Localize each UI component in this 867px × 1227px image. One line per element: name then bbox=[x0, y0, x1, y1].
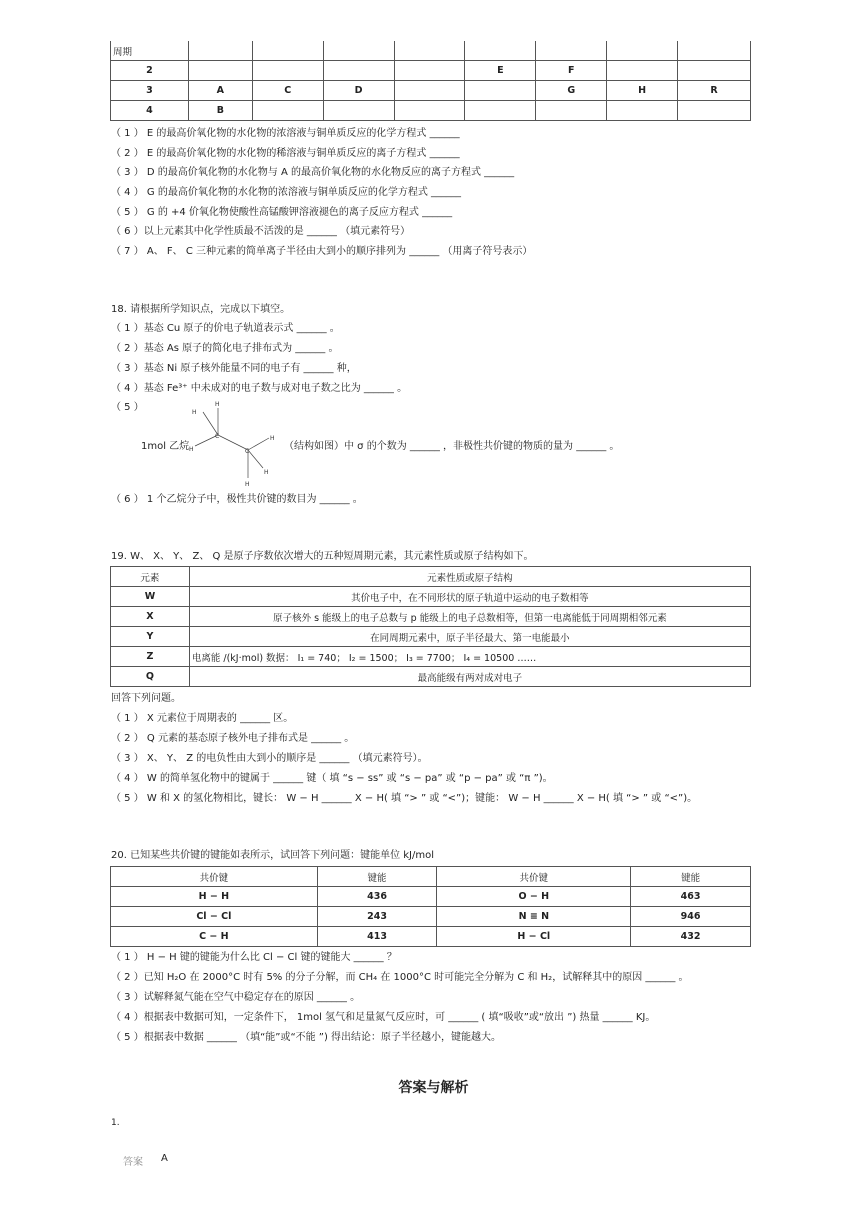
table-cell bbox=[607, 101, 678, 121]
table-row bbox=[111, 81, 751, 101]
carbon-atom-label: C bbox=[215, 433, 220, 440]
table-cell: Q bbox=[111, 667, 190, 687]
table-cell bbox=[252, 101, 323, 121]
table-cell bbox=[536, 101, 607, 121]
carbon-atom-label: C bbox=[245, 448, 250, 455]
q18-item-4: （ 4 ）基态 Fe³⁺ 中未成对的电子数与成对电子数之比为 ______ 。 bbox=[111, 383, 408, 394]
table-cell bbox=[607, 61, 678, 81]
table-row bbox=[111, 667, 751, 687]
q19-item-3: （ 3 ） X、 Y、 Z 的电负性由大到小的顺序是 ______ （填元素符号）。 bbox=[111, 753, 428, 764]
q19-item-4: （ 4 ） W 的简单氢化物中的键属于 ______ 键（ 填 “s − ss” 或 “s − pa” 或 “p − pa” 或 “π ”)。 bbox=[111, 773, 553, 784]
table-cell: O − H bbox=[437, 887, 631, 907]
table-row bbox=[111, 627, 751, 647]
answer-label: 答案 bbox=[123, 1157, 143, 1168]
table-header: 元素 bbox=[111, 567, 190, 587]
table-cell bbox=[323, 101, 394, 121]
table-row bbox=[111, 101, 751, 121]
answer-item-number: 1. bbox=[111, 1118, 120, 1128]
table-cell: 3 bbox=[111, 81, 189, 101]
table-cell: 电离能 /(kJ·mol) 数据： I₁ = 740； I₂ = 1500； I₃ = 7700； I₄ = 10500 …… bbox=[189, 647, 750, 667]
table-cell: C bbox=[252, 81, 323, 101]
table-row bbox=[111, 61, 751, 81]
table-header: 键能 bbox=[317, 867, 437, 887]
table-cell: B bbox=[188, 101, 252, 121]
q17-item-2: （ 2 ） E 的最高价氧化物的水化物的稀溶液与铜单质反应的离子方程式 ______ bbox=[111, 148, 460, 159]
table-cell: 436 bbox=[317, 887, 437, 907]
q18-item-5-right: （结构如图）中 σ 的个数为 ______ ，非极性共价键的物质的量为 ______ 。 bbox=[284, 441, 620, 452]
table-cell bbox=[465, 101, 536, 121]
q18-item-1: （ 1 ）基态 Cu 原子的价电子轨道表示式 ______ 。 bbox=[111, 323, 340, 334]
q20-item-4: （ 4 ）根据表中数据可知，一定条件下， 1mol 氢气和足量氮气反应时，可 ______ ( 填“吸收”或“放出 ”) 热量 ______ KJ。 bbox=[111, 1012, 656, 1023]
table-header: 共价键 bbox=[111, 867, 318, 887]
q20-item-2: （ 2 ）已知 H₂O 在 2000°C 时有 5% 的分子分解，而 CH₄ 在 1000°C 时可能完全分解为 C 和 H₂，试解释其中的原因 ______ 。 bbox=[111, 972, 689, 983]
period-header: 周期 bbox=[111, 41, 189, 61]
table-cell: A bbox=[188, 81, 252, 101]
table-header: 共价键 bbox=[437, 867, 631, 887]
table-cell: 最高能级有两对成对电子 bbox=[189, 667, 750, 687]
q18-item-5-left: 1mol 乙烷 bbox=[141, 441, 190, 452]
table-cell bbox=[394, 101, 465, 121]
table-row bbox=[111, 567, 751, 587]
hydrogen-atom-label: H bbox=[192, 409, 197, 416]
answers-heading: 答案与解析 bbox=[398, 1080, 469, 1096]
table-cell bbox=[678, 61, 751, 81]
q20-item-3: （ 3 ）试解释氮气能在空气中稳定存在的原因 ______ 。 bbox=[111, 992, 361, 1003]
table-cell: H − Cl bbox=[437, 927, 631, 947]
q18-item-3: （ 3 ）基态 Ni 原子核外能量不同的电子有 ______ 种， bbox=[111, 363, 357, 374]
table-cell: Y bbox=[111, 627, 190, 647]
q17-item-1: （ 1 ） E 的最高价氧化物的水化物的浓溶液与铜单质反应的化学方程式 ______ bbox=[111, 128, 460, 139]
table-row bbox=[111, 927, 751, 947]
table-cell bbox=[465, 81, 536, 101]
table-cell bbox=[394, 81, 465, 101]
table-cell bbox=[678, 101, 751, 121]
hydrogen-atom-label: H bbox=[245, 481, 250, 488]
table-cell: R bbox=[678, 81, 751, 101]
q19-item-2: （ 2 ） Q 元素的基态原子核外电子排布式是 ______ 。 bbox=[111, 733, 355, 744]
q20-item-5: （ 5 ）根据表中数据 ______ （填“能”或“不能 ”) 得出结论：原子半径越小，键能越大。 bbox=[111, 1032, 502, 1043]
table-cell: W bbox=[111, 587, 190, 607]
periodic-table bbox=[110, 41, 751, 121]
hydrogen-atom-label: H bbox=[189, 446, 194, 453]
table-row bbox=[111, 907, 751, 927]
q18-title: 18. 请根据所学知识点，完成以下填空。 bbox=[111, 304, 291, 315]
q19-item-5: （ 5 ） W 和 X 的氢化物相比，键长： W − H ______ X − H( 填 “> ” 或 “<”)；键能： W − H ______ X − H( 填 “> ” 或 “<”)。 bbox=[111, 793, 698, 804]
table-cell: C − H bbox=[111, 927, 318, 947]
q19-element-table bbox=[110, 566, 751, 687]
q18-item-2: （ 2 ）基态 As 原子的简化电子排布式为 ______ 。 bbox=[111, 343, 339, 354]
table-cell: 在同周期元素中，原子半径最大、第一电能最小 bbox=[189, 627, 750, 647]
q20-title: 20. 已知某些共价键的键能如表所示，试回答下列问题：键能单位 kJ/mol bbox=[111, 850, 435, 861]
table-cell: 243 bbox=[317, 907, 437, 927]
table-cell: 946 bbox=[631, 907, 751, 927]
table-row bbox=[111, 587, 751, 607]
table-header: 元素性质或原子结构 bbox=[189, 567, 750, 587]
q17-item-5: （ 5 ） G 的 +4 价氧化物使酸性高锰酸钾溶液褪色的离子反应方程式 ______ bbox=[111, 207, 453, 218]
table-cell bbox=[188, 61, 252, 81]
table-cell: G bbox=[536, 81, 607, 101]
table-cell: H − H bbox=[111, 887, 318, 907]
table-row bbox=[111, 887, 751, 907]
table-header: 键能 bbox=[631, 867, 751, 887]
table-cell: 4 bbox=[111, 101, 189, 121]
q19-item-1: （ 1 ） X 元素位于周期表的 ______ 区。 bbox=[111, 713, 294, 724]
table-cell: X bbox=[111, 607, 190, 627]
table-cell: D bbox=[323, 81, 394, 101]
table-cell: 2 bbox=[111, 61, 189, 81]
table-cell: H bbox=[607, 81, 678, 101]
q20-item-1: （ 1 ） H − H 键的键能为什么比 Cl − Cl 键的键能大 ______ ？ bbox=[111, 952, 397, 963]
table-cell bbox=[323, 61, 394, 81]
table-cell: E bbox=[465, 61, 536, 81]
hydrogen-atom-label: H bbox=[215, 401, 220, 408]
table-cell: Z bbox=[111, 647, 190, 667]
q17-item-6: （ 6 ）以上元素其中化学性质最不活泼的是 ______ （填元素符号） bbox=[111, 226, 411, 237]
q17-item-4: （ 4 ） G 的最高价氧化物的水化物的浓溶液与铜单质反应的化学方程式 ______ bbox=[111, 187, 462, 198]
q17-item-3: （ 3 ） D 的最高价氧化物的水化物与 A 的最高价氧化物的水化物反应的离子方程式 ______ bbox=[111, 167, 515, 178]
answer-value: A bbox=[161, 1153, 168, 1164]
table-cell: 463 bbox=[631, 887, 751, 907]
table-row bbox=[111, 41, 751, 61]
table-cell: Cl − Cl bbox=[111, 907, 318, 927]
table-cell: 其价电子中，在不同形状的原子轨道中运动的电子数相等 bbox=[189, 587, 750, 607]
q19-prompt: 回答下列问题。 bbox=[111, 693, 181, 704]
table-cell: N ≡ N bbox=[437, 907, 631, 927]
hydrogen-atom-label: H bbox=[264, 469, 269, 476]
table-cell bbox=[252, 61, 323, 81]
table-row bbox=[111, 607, 751, 627]
q18-item-6: （ 6 ） 1 个乙烷分子中，极性共价键的数目为 ______ 。 bbox=[111, 494, 363, 505]
table-cell: 432 bbox=[631, 927, 751, 947]
table-row bbox=[111, 867, 751, 887]
q19-title: 19. W、 X、 Y、 Z、 Q 是原子序数依次增大的五种短周期元素，其元素性质或原子结构如下。 bbox=[111, 551, 534, 562]
table-cell bbox=[394, 61, 465, 81]
q18-item-5: （ 5 ） bbox=[111, 402, 144, 413]
table-row bbox=[111, 647, 751, 667]
table-cell: F bbox=[536, 61, 607, 81]
table-cell: 原子核外 s 能级上的电子总数与 p 能级上的电子总数相等，但第一电离能低于同周期相邻元素 bbox=[189, 607, 750, 627]
ethane-structure-diagram bbox=[185, 398, 280, 490]
table-cell: 413 bbox=[317, 927, 437, 947]
q17-item-7: （ 7 ） A、 F、 C 三种元素的简单离子半径由大到小的顺序排列为 ______ （用离子符号表示） bbox=[111, 246, 533, 257]
q20-bond-energy-table bbox=[110, 866, 751, 947]
hydrogen-atom-label: H bbox=[270, 435, 275, 442]
